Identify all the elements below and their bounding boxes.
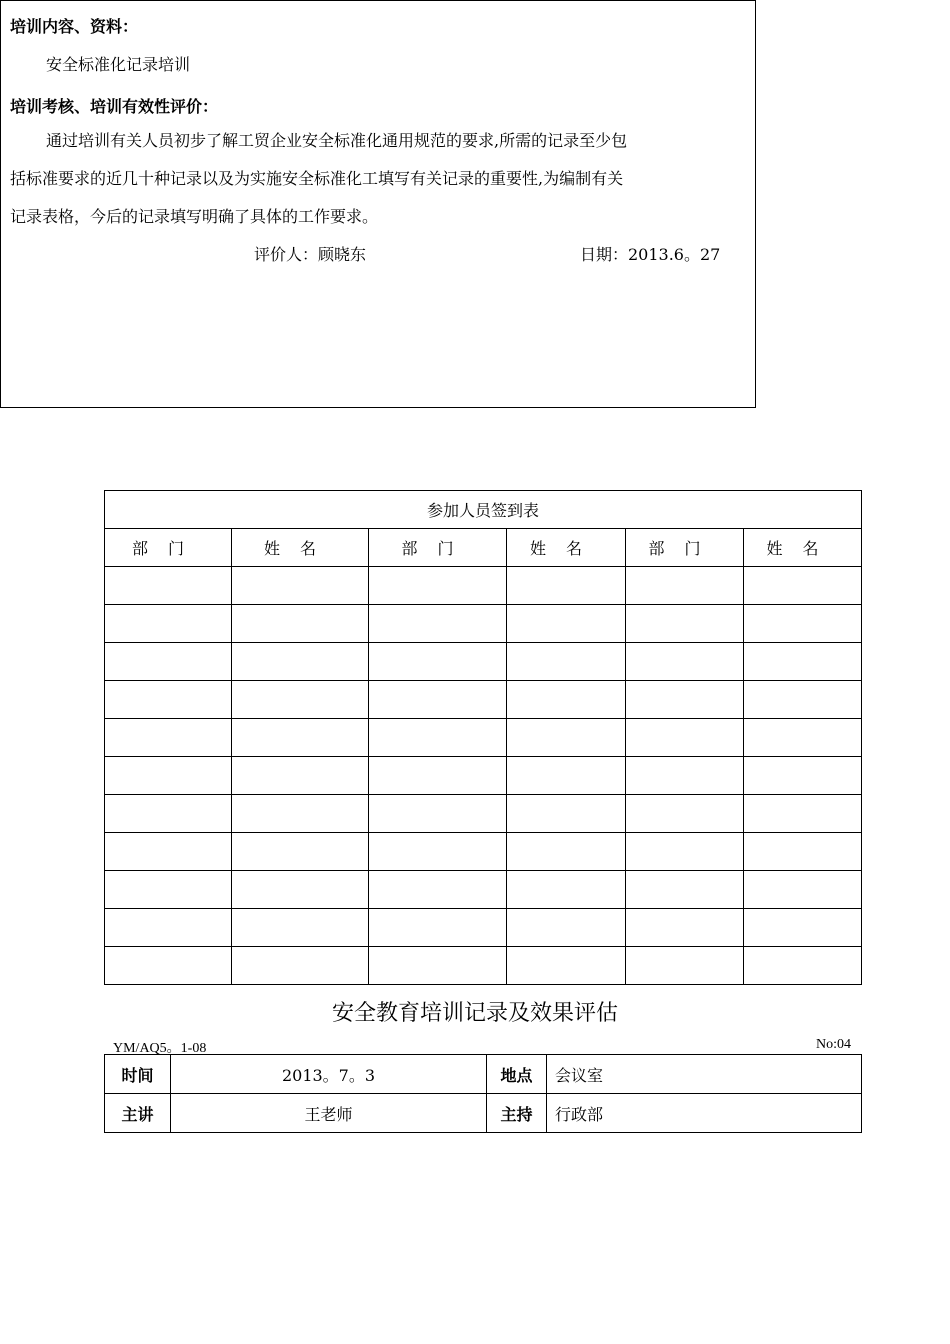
place-value: 会议室 [547, 1055, 862, 1094]
form-code: YM/AQ5。1-08 [113, 1041, 207, 1056]
signin-table [104, 490, 862, 985]
signin-cell [105, 567, 232, 605]
content-label: 培训内容、资料： [10, 17, 139, 36]
signin-row [105, 719, 862, 757]
signin-cell [232, 681, 369, 719]
signin-cell [507, 719, 626, 757]
assessment-line-2: 括标准要求的近几十种记录以及为实施安全标准化工填写有关记录的重要性,为编制有关 [10, 169, 624, 188]
signin-title: 参加人员签到表 [105, 491, 862, 529]
signin-cell [105, 719, 232, 757]
signin-cell [744, 795, 862, 833]
content-text: 安全标准化记录培训 [46, 55, 191, 74]
header-department: 部门 [105, 529, 232, 567]
signin-cell [744, 909, 862, 947]
signin-cell [744, 643, 862, 681]
signin-cell [369, 567, 507, 605]
signin-cell [369, 757, 507, 795]
signin-cell [507, 605, 626, 643]
signin-cell [232, 833, 369, 871]
header-name: 姓名 [232, 529, 369, 567]
signin-cell [507, 567, 626, 605]
signin-cell [507, 681, 626, 719]
signin-cell [369, 643, 507, 681]
signin-row [105, 833, 862, 871]
signin-cell [369, 605, 507, 643]
assessment-line-1: 通过培训有关人员初步了解工贸企业安全标准化通用规范的要求,所需的记录至少包 [46, 131, 628, 150]
signin-cell [105, 909, 232, 947]
signin-cell [232, 605, 369, 643]
signin-cell [626, 643, 744, 681]
signin-cell [232, 757, 369, 795]
signin-cell [744, 871, 862, 909]
evaluation-section [0, 0, 756, 408]
host-label: 主持 [487, 1094, 547, 1133]
document-title: 安全教育培训记录及效果评估 [331, 1001, 618, 1026]
signin-cell [744, 605, 862, 643]
signin-row [105, 681, 862, 719]
signin-cell [626, 871, 744, 909]
signin-cell [369, 681, 507, 719]
signin-cell [507, 871, 626, 909]
signin-cell [626, 719, 744, 757]
header-name: 姓名 [744, 529, 862, 567]
signin-cell [507, 757, 626, 795]
signin-cell [626, 567, 744, 605]
signin-cell [507, 833, 626, 871]
signin-cell [369, 871, 507, 909]
signin-cell [507, 947, 626, 985]
header-name: 姓名 [507, 529, 626, 567]
evaluator: 评价人：顾晓东 [254, 245, 367, 264]
signin-cell [105, 871, 232, 909]
signin-cell [744, 719, 862, 757]
evaluation-date: 日期：2013.6。27 [580, 245, 721, 264]
signin-cell [369, 909, 507, 947]
signin-cell [626, 833, 744, 871]
lecturer-label: 主讲 [105, 1094, 171, 1133]
lecturer-value: 王老师 [171, 1094, 487, 1133]
signin-row [105, 871, 862, 909]
signin-row [105, 567, 862, 605]
signin-cell [232, 909, 369, 947]
signin-cell [744, 757, 862, 795]
assessment-line-3: 记录表格，今后的记录填写明确了具体的工作要求。 [10, 207, 379, 226]
signin-row [105, 795, 862, 833]
signin-cell [507, 643, 626, 681]
signin-row [105, 757, 862, 795]
signin-row [105, 947, 862, 985]
signin-cell [232, 567, 369, 605]
signin-cell [105, 947, 232, 985]
signin-cell [232, 719, 369, 757]
signin-row [105, 605, 862, 643]
signin-cell [626, 757, 744, 795]
signin-cell [626, 681, 744, 719]
signin-cell [744, 947, 862, 985]
time-label: 时间 [105, 1055, 171, 1094]
signin-cell [626, 795, 744, 833]
signin-cell [232, 871, 369, 909]
signin-cell [507, 795, 626, 833]
signin-cell [369, 719, 507, 757]
signin-cell [744, 567, 862, 605]
signin-cell [105, 833, 232, 871]
time-value: 2013。7。3 [171, 1055, 487, 1094]
signin-cell [232, 947, 369, 985]
form-number: No:04 [816, 1037, 851, 1052]
signin-row [105, 909, 862, 947]
place-label: 地点 [487, 1055, 547, 1094]
signin-cell [105, 795, 232, 833]
assessment-label: 培训考核、培训有效性评价： [10, 97, 219, 116]
signin-cell [105, 643, 232, 681]
host-value: 行政部 [547, 1094, 862, 1133]
signin-cell [744, 833, 862, 871]
header-department: 部门 [369, 529, 507, 567]
signin-cell [626, 909, 744, 947]
signin-cell [369, 795, 507, 833]
signin-row [105, 643, 862, 681]
signin-cell [105, 681, 232, 719]
signin-cell [626, 947, 744, 985]
header-department: 部门 [626, 529, 744, 567]
signin-cell [369, 947, 507, 985]
signin-cell [744, 681, 862, 719]
signin-cell [369, 833, 507, 871]
signin-cell [626, 605, 744, 643]
signin-cell [105, 757, 232, 795]
signin-cell [232, 643, 369, 681]
signin-cell [507, 909, 626, 947]
signin-cell [105, 605, 232, 643]
training-info-table [104, 1054, 862, 1133]
signin-cell [232, 795, 369, 833]
